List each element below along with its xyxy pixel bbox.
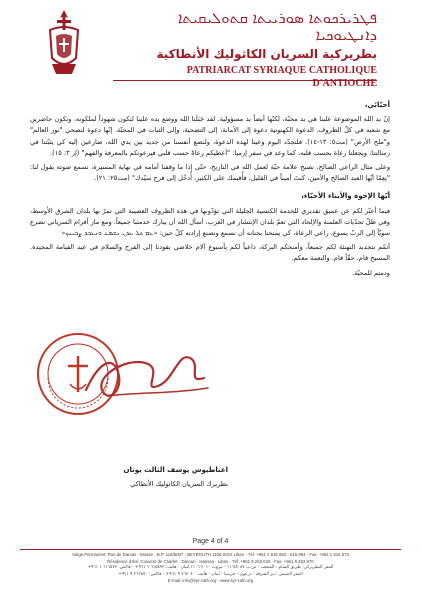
footer-line-4: المقر الصيفي: دير الشرفة - درعون - حريصا - لبنان - هاتف: ٢٦٣٠٤٠ ٩ ٩٦١+ - فاكس: ٢٦٢٨٧٠ ٩ ٩٦١+ — [118, 571, 303, 577]
header-divider — [113, 80, 377, 81]
syriac-quote: «ܥܡ ܟܠ ܥܕܢ ܢܫܡܥ ܘܢܥܒܕ ܨܒܝܢܟ» — [61, 229, 158, 238]
arabic-title: بطريركية السريان الكاثوليك الأنطاكية — [156, 47, 377, 61]
french-title: PATRIARCAT SYRIAQUE CATHOLIQUE D'ANTIOCHE — [186, 65, 377, 89]
page-number: Page 4 of 4 — [192, 538, 229, 545]
footer-line-5: E-mail: info@syr-cath.org - www.syr-cath.org — [167, 578, 254, 584]
greeting-heading: أحبّائي، — [364, 101, 390, 109]
patriarchate-emblem-icon — [42, 8, 86, 78]
section-heading: أيّها الإخوة والأبناء الأحبّاء، — [301, 192, 390, 201]
signatory-name: اغناطيوس يوسف الثالث يونان — [123, 466, 228, 474]
paragraph-1: إنّ يد الله الموضوعة علينا هي يد محبّة، لكنّها أيضاً يد مسؤولية. لقد جَبَلَنا الله ووضع يده علينا لنكون شهوداً لملكوته، ونكون حاضرين مع شعبه في كلّ الظروف. الدعوة الكهنوتية دعوة إلى الأمانة، إلى التضحية، وإلى الثبات في المحبّة. إنّها دعوة لنضحي "نور العالم" و"ملح الأرض" (مت٥: ١٣-١٤). فلنجدّد اليوم وعينا لهذه الدعوة، ولنضع أنفسنا من جديد بين يدي الله، ضارعين إليه كي يثبّتنا في رسالتنا، ويجعلنا رعاة بحسب قلبه، كما وعد في سفر إرميا: "أعطيكم رعاةً حسب قلبي فيرعونكم بالمعرفة والفهم" (إر ٣: ١٥). — [30, 115, 390, 157]
paragraph-3-text: فيما أعبّر لكم عن عميق تقديري للخدمة الكنسية الجليلة التي تؤدّونها في هذه الظروف العصيبة التي تمرّ بها بلدان الشرق الأوسط، وفي ظلّ تحدّيات العلمنة والإلحاد التي تعمّ بلدان الإنتشار في الغرب، أسأل الله أن يبارك خدمتنا جميعاً. ومع مار أفرام السرياني نضرع سويّاً إلى الربّ يسوع، راعي الرعاة، كي يمنحنا بحنانه أن نسمع ونصنع إرادته كلّ حين: — [30, 206, 390, 238]
paragraph-3 — [30, 206, 390, 240]
letter-body — [30, 100, 390, 282]
paragraph-4: أتمّم بتجديد التهنئة لكم جميعاً، وأمنحكم البركة، داعياً لكم بأسبوع آلام خلاصي يقودنا إلى الفرح والسلام في عيد القيامة المجيدة. المسيح قام، حقّاً قام. والنعمة معكم. — [30, 243, 390, 263]
signatory-title: بطريرك السريان الكاثوليك الأنطاكي — [130, 480, 228, 488]
footer-contact — [18, 552, 403, 585]
footer-divider — [20, 549, 401, 550]
footer-line-2: Résidence d'été: Couvent de Charfet - Daroun - Harissa - Liban - Tél: +961 9 263 040 - Fax: +961 9 262 870 — [107, 558, 314, 564]
closing-line: ودمتم للمحبّة. — [351, 268, 390, 277]
footer-line-3: المقر البطريركي: طريق الشام - المتحف - ص.ب ١١٦/٥٠٨٧ - بيروت ٢٠١٠ ١١٠٦ لبنان - هاتف: ٦١٥٨٩٢ ١ ٩٦١+ - فاكس: ٦١٦٥٧٣ ١ ٩٦١+ — [87, 565, 334, 571]
letterhead — [0, 0, 421, 88]
syriac-title: ܦܛܪܝܪܟܘܬܐ ܣܘܪܝܝܬܐ ܩܬܘܠܝܩܝܬܐ ܕܐܢܛܝܘܟܝܐ — [177, 9, 377, 44]
signature-block — [28, 330, 228, 500]
handwritten-signature-icon — [78, 334, 218, 414]
paragraph-2: وعلى مثال الراعي الصالح، نصبح علامة حيّة لعمل الله في التاريخ، حتّى إذا ما وقفنا أمامه في نهاية المسيرة، نسمع صوته يقول لنا: "نِعِمّا أيّها العبد الصالح والأمين، كنتَ أميناً في القليل، فأُقيمك على الكثير، أُدخُل إلى فرح سيّدك" (مت٢٥: ٢١). — [30, 163, 390, 183]
footer-line-1: Siège Permanent: Rue de Damas - Musée - B.P. 116/5087 - BEYROUTH 1106-2010 Liban - Tél: +961 1 615 892 - 615 894 - Fax: +961 1 616 573 — [72, 552, 349, 557]
